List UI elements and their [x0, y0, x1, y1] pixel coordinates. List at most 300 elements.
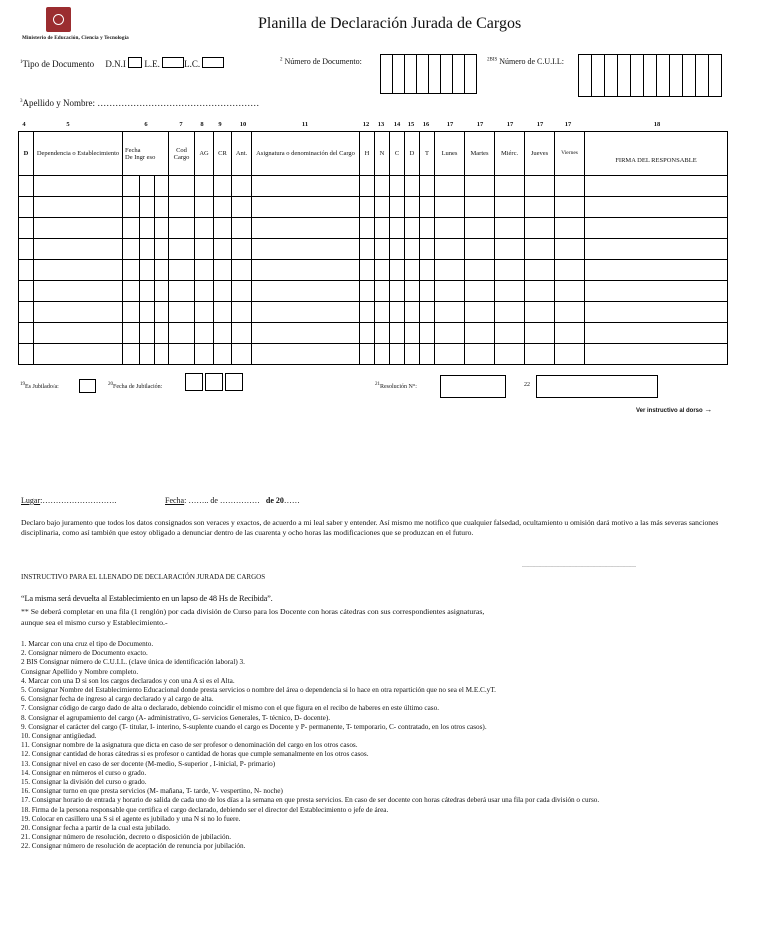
table-cell[interactable]	[405, 344, 420, 365]
table-cell[interactable]	[155, 176, 169, 197]
doc-type-num: 1	[20, 60, 23, 65]
table-cell[interactable]	[232, 218, 252, 239]
table-cell[interactable]	[390, 260, 405, 281]
table-cell[interactable]	[405, 239, 420, 260]
table-cell[interactable]	[169, 260, 195, 281]
cuil-digit[interactable]	[669, 54, 682, 97]
table-cell[interactable]	[195, 197, 214, 218]
cuil-digit[interactable]	[656, 54, 669, 97]
table-cell[interactable]	[555, 218, 585, 239]
table-cell[interactable]	[435, 323, 465, 344]
table-cell[interactable]	[555, 281, 585, 302]
table-cell[interactable]	[252, 302, 360, 323]
table-cell[interactable]	[123, 281, 140, 302]
fecha-jub-label: Fecha de Jubilación:	[113, 384, 163, 390]
table-cell[interactable]	[585, 323, 728, 344]
doc-number-digit[interactable]	[416, 54, 428, 94]
table-cell[interactable]	[155, 281, 169, 302]
instruction-item: 15. Consignar la división del curso o grado.	[21, 778, 147, 787]
table-cell[interactable]	[140, 218, 155, 239]
table-cell[interactable]	[232, 239, 252, 260]
table-cell[interactable]	[585, 302, 728, 323]
fecha-year-field[interactable]: ……	[283, 496, 300, 505]
table-cell[interactable]	[252, 197, 360, 218]
fecha-row	[165, 496, 300, 505]
table-cell[interactable]	[140, 239, 155, 260]
cuil-digit[interactable]	[604, 54, 617, 97]
table-cell[interactable]	[123, 239, 140, 260]
table-cell[interactable]	[465, 281, 495, 302]
table-cell[interactable]	[495, 197, 525, 218]
instruction-item: 1. Marcar con una cruz el tipo de Documento.	[21, 640, 154, 648]
dni-checkbox[interactable]	[128, 57, 142, 68]
table-cell[interactable]	[195, 323, 214, 344]
table-cell[interactable]	[195, 239, 214, 260]
jubilado-label: Es Jubilado/a:	[25, 384, 59, 390]
cuil-digit[interactable]	[578, 54, 591, 97]
table-cell[interactable]	[195, 281, 214, 302]
table-cell[interactable]	[495, 323, 525, 344]
table-cell[interactable]	[435, 197, 465, 218]
table-cell[interactable]	[19, 197, 34, 218]
table-cell[interactable]	[465, 176, 495, 197]
table-cell[interactable]	[19, 302, 34, 323]
table-cell[interactable]	[465, 344, 495, 365]
table-cell[interactable]	[420, 218, 435, 239]
instruction-item: 16. Consignar turno en que presta servicios (M- mañana, T- tarde, V- vespertino, N- noche)	[21, 787, 283, 796]
table-cell[interactable]	[169, 239, 195, 260]
table-cell[interactable]	[155, 260, 169, 281]
table-cell[interactable]	[495, 281, 525, 302]
table-cell[interactable]	[360, 260, 375, 281]
doc-number-boxes[interactable]	[380, 54, 477, 94]
col-n: N	[375, 132, 390, 176]
table-cell[interactable]	[140, 176, 155, 197]
nota2: aunque sea el mismo curso y Establecimiento.-	[21, 618, 168, 627]
instruction-item: 12. Consignar cantidad de horas cátedras si es profesor o cantidad de horas que cumple semanalmente en los otros casos.	[21, 750, 369, 759]
cuil-digit[interactable]	[643, 54, 656, 97]
table-cell[interactable]	[375, 176, 390, 197]
table-cell[interactable]	[465, 197, 495, 218]
table-cell[interactable]	[360, 302, 375, 323]
table-cell[interactable]	[525, 239, 555, 260]
colnum: 5	[66, 121, 70, 128]
doc-number-digit[interactable]	[464, 54, 477, 94]
table-cell[interactable]	[252, 239, 360, 260]
table-cell[interactable]	[34, 239, 123, 260]
table-cell[interactable]	[375, 197, 390, 218]
table-cell[interactable]	[195, 344, 214, 365]
col-cr: CR	[214, 132, 232, 176]
table-cell[interactable]	[140, 302, 155, 323]
cuil-digit[interactable]	[630, 54, 643, 97]
table-cell[interactable]	[140, 197, 155, 218]
table-cell[interactable]	[214, 239, 232, 260]
jubilado-box[interactable]	[79, 379, 96, 393]
colnum: 10	[239, 121, 247, 128]
table-cell[interactable]	[375, 260, 390, 281]
table-cell[interactable]	[19, 218, 34, 239]
ver-instructivo[interactable]	[636, 405, 712, 414]
table-cell[interactable]	[360, 176, 375, 197]
table-cell[interactable]	[405, 260, 420, 281]
fecha-jub-row	[108, 382, 162, 390]
colnum: 8	[200, 121, 204, 128]
table-cell[interactable]	[19, 344, 34, 365]
instruction-item: 14. Consignar en números el curso o grado.	[21, 768, 147, 777]
table-row	[19, 176, 728, 197]
instruction-item: 2. Consignar número de Documento exacto.	[21, 649, 148, 658]
table-cell[interactable]	[123, 197, 140, 218]
table-cell[interactable]	[232, 344, 252, 365]
declaro-text: Declaro bajo juramento que todos los datos consignados son veraces y exactos, de acuerdo a mi leal saber y entender. Así mismo me notifico que cualquier falsedad, ocultamiento u omisión dará motivo a las más severas sanciones disciplinaria, como así también que estoy obligado a denunciar dentro de las cuarenta y ocho horas las modificaciones que se produzcan en el futuro.	[21, 518, 719, 537]
table-cell[interactable]	[525, 344, 555, 365]
table-cell[interactable]	[195, 260, 214, 281]
table-cell[interactable]	[495, 302, 525, 323]
table-cell[interactable]	[232, 302, 252, 323]
table-cell[interactable]	[19, 260, 34, 281]
instructions-list	[21, 640, 751, 852]
table-cell[interactable]	[435, 218, 465, 239]
instruction-item: 10. Consignar antigüedad.	[21, 732, 97, 741]
table-cell[interactable]	[555, 197, 585, 218]
cuil-digit[interactable]	[591, 54, 604, 97]
table-cell[interactable]	[214, 218, 232, 239]
table-cell[interactable]	[19, 281, 34, 302]
table-cell[interactable]	[390, 323, 405, 344]
table-cell[interactable]	[169, 197, 195, 218]
instruction-item: Consignar Apellido y Nombre completo.	[21, 667, 139, 676]
table-cell[interactable]	[232, 281, 252, 302]
fecha-jub-box[interactable]	[185, 373, 203, 391]
table-cell[interactable]	[465, 323, 495, 344]
table-cell[interactable]	[123, 260, 140, 281]
ver-instructivo-text: Ver instructivo al dorso	[636, 408, 703, 414]
table-cell[interactable]	[155, 197, 169, 218]
table-cell[interactable]	[232, 176, 252, 197]
table-cell[interactable]	[525, 218, 555, 239]
colnum: 9	[218, 121, 222, 128]
col-c: C	[390, 132, 405, 176]
table-cell[interactable]	[420, 239, 435, 260]
table-cell[interactable]	[140, 281, 155, 302]
col-mierc: Miérc.	[495, 132, 525, 176]
cuil-digit[interactable]	[617, 54, 630, 97]
table-cell[interactable]	[390, 344, 405, 365]
table-cell[interactable]	[214, 281, 232, 302]
fecha-jub-num: 20	[108, 382, 113, 387]
table-cell[interactable]	[34, 344, 123, 365]
lc-label: L.C.	[184, 59, 201, 69]
table-cell[interactable]	[123, 176, 140, 197]
cuil-num: 2BIS	[487, 57, 498, 63]
cuil-digit[interactable]	[695, 54, 708, 97]
table-cell[interactable]	[390, 197, 405, 218]
cargos-table	[18, 131, 728, 365]
table-cell[interactable]	[360, 281, 375, 302]
instruction-item: 13. Consignar nivel en caso de ser docente (M-medio, S-superior , I-inicial, P- primario)	[21, 759, 276, 768]
table-cell[interactable]	[34, 176, 123, 197]
table-cell[interactable]	[123, 344, 140, 365]
table-cell[interactable]	[435, 260, 465, 281]
instruction-item: 17. Consignar horario de entrada y horario de salida de cada uno de los días a la semana en que presta servicios. En caso de ser docente con horas cátedras deberá usar una fila por cada división o curso.	[21, 796, 600, 805]
table-cell[interactable]	[232, 323, 252, 344]
table-cell[interactable]	[405, 218, 420, 239]
table-cell[interactable]	[435, 239, 465, 260]
table-cell[interactable]	[390, 176, 405, 197]
table-cell[interactable]	[214, 302, 232, 323]
table-cell[interactable]	[420, 323, 435, 344]
table-cell[interactable]	[405, 323, 420, 344]
table-cell[interactable]	[34, 302, 123, 323]
table-cell[interactable]	[585, 218, 728, 239]
table-cell[interactable]	[555, 176, 585, 197]
table-cell[interactable]	[214, 344, 232, 365]
table-cell[interactable]	[214, 176, 232, 197]
doc-number-digit[interactable]	[392, 54, 404, 94]
table-cell[interactable]	[375, 281, 390, 302]
table-cell[interactable]	[390, 302, 405, 323]
table-cell[interactable]	[155, 323, 169, 344]
fecha-label-bottom: Fecha	[165, 496, 185, 505]
table-cell[interactable]	[19, 323, 34, 344]
table-cell[interactable]	[420, 281, 435, 302]
table-cell[interactable]	[375, 239, 390, 260]
colnum: 4	[22, 121, 26, 128]
table-cell[interactable]	[585, 176, 728, 197]
table-cell[interactable]	[214, 323, 232, 344]
fecha-de20: de 20	[265, 496, 284, 505]
table-cell[interactable]	[34, 323, 123, 344]
cuil-digit[interactable]	[708, 54, 722, 97]
fecha-jub-box[interactable]	[225, 373, 243, 391]
table-cell[interactable]	[360, 323, 375, 344]
table-cell[interactable]	[435, 281, 465, 302]
table-cell[interactable]	[585, 281, 728, 302]
fecha-jub-box[interactable]	[205, 373, 223, 391]
colnum: 16	[422, 121, 430, 128]
table-cell[interactable]	[465, 218, 495, 239]
table-cell[interactable]	[585, 197, 728, 218]
table-cell[interactable]	[465, 239, 495, 260]
table-cell[interactable]	[525, 197, 555, 218]
table-row	[19, 302, 728, 323]
instructivo-title: INSTRUCTIVO PARA EL LLENADO DE DECLARACIÓN JURADA DE CARGOS	[21, 573, 266, 581]
colnum: 17	[476, 121, 484, 128]
table-cell[interactable]	[169, 323, 195, 344]
doc-number-digit[interactable]	[380, 54, 392, 94]
table-cell[interactable]	[214, 197, 232, 218]
nota1: ** Se deberá completar en una fila (1 renglón) por cada división de Curso para los Docente con horas cátedras con sus correspondientes asignaturas,	[21, 607, 485, 616]
table-cell[interactable]	[555, 344, 585, 365]
table-cell[interactable]	[19, 239, 34, 260]
cuil-digit[interactable]	[682, 54, 695, 97]
table-cell[interactable]	[405, 176, 420, 197]
resolucion-num: 21	[375, 382, 380, 387]
table-row	[19, 239, 728, 260]
table-cell[interactable]	[435, 344, 465, 365]
table-cell[interactable]	[252, 281, 360, 302]
table-cell[interactable]	[495, 218, 525, 239]
table-cell[interactable]	[525, 260, 555, 281]
table-cell[interactable]	[34, 260, 123, 281]
instruction-item: 19. Colocar en casillero una S si el agente es jubilado y una N si no lo fuere.	[21, 814, 241, 823]
table-cell[interactable]	[123, 323, 140, 344]
cuil-boxes[interactable]	[578, 54, 722, 94]
instruction-item: 8. Consignar el agrupamiento del cargo (A- administrativo, G- servicios Generales, T- técnico, D- docente).	[21, 713, 331, 722]
lugar-label: Lugar	[21, 496, 41, 505]
table-cell[interactable]	[420, 302, 435, 323]
table-cell[interactable]	[555, 239, 585, 260]
table-cell[interactable]	[123, 218, 140, 239]
table-cell[interactable]	[34, 281, 123, 302]
cuil-label-wrap	[487, 57, 564, 66]
le-checkbox[interactable]	[162, 57, 184, 68]
doc-number-digit[interactable]	[428, 54, 440, 94]
fecha-jub-boxes[interactable]	[185, 373, 243, 391]
doc-number-digit[interactable]	[404, 54, 416, 94]
table-row	[19, 344, 728, 365]
table-cell[interactable]	[495, 176, 525, 197]
fecha-field[interactable]: : …….. de ……………	[184, 496, 260, 505]
table-cell[interactable]	[420, 260, 435, 281]
table-cell[interactable]	[195, 218, 214, 239]
doc-type-row	[20, 57, 224, 69]
table-cell[interactable]	[19, 176, 34, 197]
table-cell[interactable]	[252, 323, 360, 344]
table-cell[interactable]	[495, 239, 525, 260]
table-cell[interactable]	[195, 302, 214, 323]
table-cell[interactable]	[585, 260, 728, 281]
resolucion-box[interactable]	[440, 375, 506, 398]
table-cell[interactable]	[585, 344, 728, 365]
col-t: T	[420, 132, 435, 176]
col-firma: FIRMA DEL RESPONSABLE	[585, 132, 728, 176]
table-cell[interactable]	[555, 302, 585, 323]
table-cell[interactable]	[360, 344, 375, 365]
table-header	[19, 132, 728, 176]
table-cell[interactable]	[34, 197, 123, 218]
doc-number-label-wrap	[280, 57, 362, 66]
col-viernes: Viernes	[555, 132, 585, 176]
table-cell[interactable]	[360, 218, 375, 239]
lc-checkbox[interactable]	[202, 57, 224, 68]
table-cell[interactable]	[555, 323, 585, 344]
field22-box[interactable]	[536, 375, 658, 398]
table-cell[interactable]	[390, 281, 405, 302]
table-cell[interactable]	[252, 344, 360, 365]
table-cell[interactable]	[390, 218, 405, 239]
table-cell[interactable]	[525, 281, 555, 302]
table-cell[interactable]	[169, 176, 195, 197]
table-cell[interactable]	[435, 302, 465, 323]
table-cell[interactable]	[375, 218, 390, 239]
table-cell[interactable]	[405, 302, 420, 323]
field22-num: 22	[524, 382, 530, 388]
col-jueves: Jueves	[525, 132, 555, 176]
table-cell[interactable]	[495, 344, 525, 365]
table-cell[interactable]	[525, 302, 555, 323]
instruction-item: 9. Consignar el carácter del cargo (T- titular, I- interino, S-suplente cuando el cargo es Docente y P- permanente, T- temporario, C- contratado, en los otros casos).	[21, 722, 487, 731]
name-field[interactable]: ………………………………………………	[97, 98, 260, 108]
table-cell[interactable]	[155, 302, 169, 323]
doc-number-digit[interactable]	[440, 54, 452, 94]
table-cell[interactable]	[465, 302, 495, 323]
table-cell[interactable]	[169, 344, 195, 365]
col-ant: Ant.	[232, 132, 252, 176]
table-cell[interactable]	[140, 260, 155, 281]
table-cell[interactable]	[495, 260, 525, 281]
colnum: 13	[377, 121, 385, 128]
table-cell[interactable]	[123, 302, 140, 323]
ministry-logo	[46, 7, 71, 32]
table-cell[interactable]	[435, 176, 465, 197]
table-cell[interactable]	[232, 260, 252, 281]
table-cell[interactable]	[420, 176, 435, 197]
page-title: Planilla de Declaración Jurada de Cargos	[258, 15, 522, 32]
table-row	[19, 323, 728, 344]
colnum: 17	[536, 121, 544, 128]
lugar-field[interactable]: :……………………….	[40, 496, 117, 505]
table-cell[interactable]	[155, 344, 169, 365]
instruction-item: 22. Consignar número de resolución de aceptación de renuncia por jubilación.	[21, 842, 246, 851]
doc-number-digit[interactable]	[452, 54, 464, 94]
table-cell[interactable]	[155, 239, 169, 260]
table-cell[interactable]	[360, 239, 375, 260]
table-cell[interactable]	[375, 344, 390, 365]
table-cell[interactable]	[232, 197, 252, 218]
col-fecha	[123, 132, 169, 176]
devuelta-text: “La misma será devuelta al Establecimiento en un lapso de 48 Hs de Recibida”.	[21, 594, 273, 603]
table-cell[interactable]	[252, 176, 360, 197]
table-cell[interactable]	[465, 260, 495, 281]
table-cell[interactable]	[360, 197, 375, 218]
resolucion-label: Resolución N°:	[380, 384, 417, 390]
arrow-right-icon: →	[704, 405, 713, 414]
table-cell[interactable]	[420, 197, 435, 218]
table-cell[interactable]	[34, 218, 123, 239]
table-cell[interactable]	[140, 344, 155, 365]
colnum: 11	[301, 121, 309, 128]
name-row	[20, 98, 259, 108]
colnum: 14	[393, 121, 401, 128]
colnum: 6	[144, 121, 148, 128]
table-cell[interactable]	[375, 302, 390, 323]
table-cell[interactable]	[169, 218, 195, 239]
table-cell[interactable]	[405, 281, 420, 302]
table-cell[interactable]	[375, 323, 390, 344]
col-asignatura: Asignatura o denominación del Cargo	[252, 132, 360, 176]
table-cell[interactable]	[525, 176, 555, 197]
table-cell[interactable]	[252, 218, 360, 239]
table-cell[interactable]	[214, 260, 232, 281]
table-cell[interactable]	[169, 281, 195, 302]
table-cell[interactable]	[252, 260, 360, 281]
table-cell[interactable]	[155, 218, 169, 239]
table-cell[interactable]	[420, 344, 435, 365]
signature-line[interactable]: …………………………………………………	[522, 563, 636, 569]
table-cell[interactable]	[585, 239, 728, 260]
table-cell[interactable]	[390, 239, 405, 260]
table-cell[interactable]	[525, 323, 555, 344]
table-cell[interactable]	[140, 323, 155, 344]
table-cell[interactable]	[169, 302, 195, 323]
table-cell[interactable]	[405, 197, 420, 218]
col-d: D	[19, 132, 34, 176]
table-cell[interactable]	[195, 176, 214, 197]
col-martes: Martes	[465, 132, 495, 176]
table-cell[interactable]	[555, 260, 585, 281]
